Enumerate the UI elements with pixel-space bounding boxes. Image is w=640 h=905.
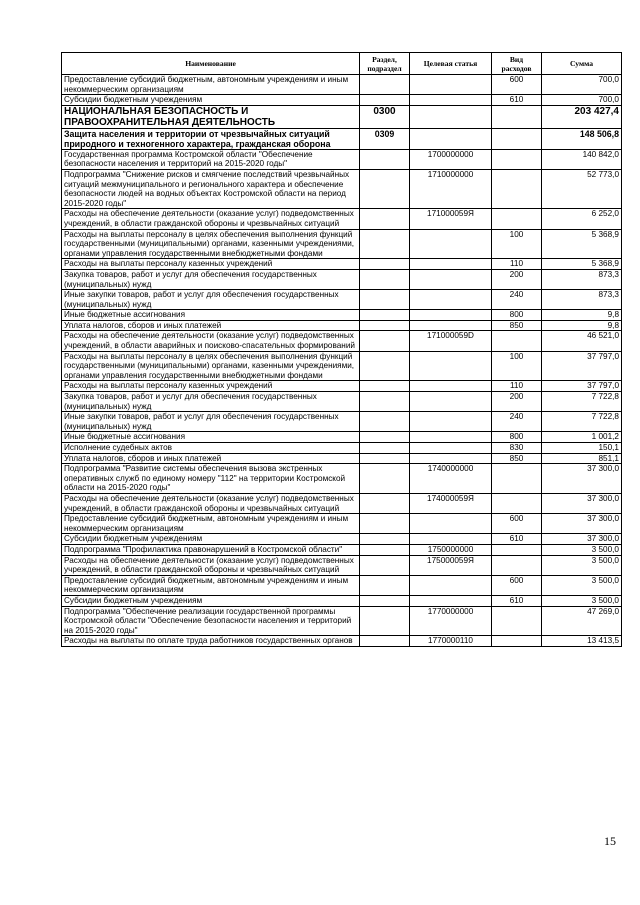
cell-section [360, 351, 410, 381]
cell-sum: 873,3 [542, 290, 622, 310]
cell-target: 1770000110 [410, 636, 492, 647]
cell-sum: 203 427,4 [542, 105, 622, 128]
cell-name: Иные бюджетные ассигнования [62, 432, 360, 443]
cell-section [360, 75, 410, 95]
cell-target [410, 290, 492, 310]
cell-sum: 6 252,0 [542, 209, 622, 229]
cell-section [360, 606, 410, 636]
cell-sum: 3 500,0 [542, 595, 622, 606]
cell-sum: 3 500,0 [542, 544, 622, 555]
cell-section [360, 575, 410, 595]
cell-target [410, 432, 492, 443]
header-name: Наименование [62, 53, 360, 75]
table-row [62, 464, 622, 494]
header-expense: Вид расходов [492, 53, 542, 75]
table-row [62, 75, 622, 95]
cell-target [410, 514, 492, 534]
cell-name: Расходы на обеспечение деятельности (оказание услуг) подведомственных учреждений, в области аварийных и поисково-спасательных формирований [62, 331, 360, 351]
cell-section [360, 555, 410, 575]
cell-target [410, 381, 492, 392]
cell-expense: 830 [492, 443, 542, 454]
cell-sum: 148 506,8 [542, 128, 622, 149]
cell-expense: 200 [492, 392, 542, 412]
cell-section [360, 290, 410, 310]
table-row [62, 443, 622, 454]
cell-section [360, 331, 410, 351]
cell-target: 174000059Я [410, 493, 492, 513]
cell-name: Иные закупки товаров, работ и услуг для обеспечения государственных (муниципальных) нужд [62, 290, 360, 310]
cell-expense: 600 [492, 575, 542, 595]
cell-name: Закупка товаров, работ и услуг для обеспечения государственных (муниципальных) нужд [62, 269, 360, 289]
table-row [62, 320, 622, 331]
cell-name: Подпрограмма "Профилактика правонарушений в Костромской области" [62, 544, 360, 555]
cell-section [360, 320, 410, 331]
cell-expense [492, 636, 542, 647]
cell-target: 171000059D [410, 331, 492, 351]
table-row [62, 636, 622, 647]
cell-expense: 800 [492, 310, 542, 321]
cell-target [410, 392, 492, 412]
cell-name: Закупка товаров, работ и услуг для обеспечения государственных (муниципальных) нужд [62, 392, 360, 412]
cell-target: 175000059Я [410, 555, 492, 575]
table-row [62, 606, 622, 636]
cell-section [360, 310, 410, 321]
cell-sum: 3 500,0 [542, 575, 622, 595]
cell-expense: 800 [492, 432, 542, 443]
cell-name: Подпрограмма "Снижение рисков и смягчение последствий чрезвычайных ситуаций межмуниципального и регионального характера и обеспечение безопасности людей на водных объектах Костромской области на период 2015-2020 годы" [62, 169, 360, 208]
cell-section [360, 269, 410, 289]
cell-section [360, 259, 410, 270]
cell-expense: 850 [492, 453, 542, 464]
table-row [62, 259, 622, 270]
table-row [62, 269, 622, 289]
cell-name: Расходы на обеспечение деятельности (оказание услуг) подведомственных учреждений, в области гражданской обороны и чрезвычайных ситуаций [62, 555, 360, 575]
cell-sum: 37 300,0 [542, 493, 622, 513]
cell-section [360, 381, 410, 392]
cell-target [410, 595, 492, 606]
cell-section [360, 95, 410, 106]
table-header-row [62, 53, 622, 75]
cell-target: 1770000000 [410, 606, 492, 636]
cell-target [410, 128, 492, 149]
cell-target [410, 351, 492, 381]
cell-name: Субсидии бюджетным учреждениям [62, 534, 360, 545]
cell-name: Государственная программа Костромской области "Обеспечение безопасности населения и территорий на 2015-2020 годы" [62, 149, 360, 169]
cell-expense: 100 [492, 229, 542, 259]
cell-expense: 600 [492, 514, 542, 534]
cell-name: Предоставление субсидий бюджетным, автономным учреждениям и иным некоммерческим организациям [62, 514, 360, 534]
cell-sum: 150,1 [542, 443, 622, 454]
cell-name: Иные бюджетные ассигнования [62, 310, 360, 321]
table-row [62, 128, 622, 149]
cell-section [360, 432, 410, 443]
table-row [62, 453, 622, 464]
cell-expense: 610 [492, 534, 542, 545]
cell-target [410, 269, 492, 289]
cell-name: Субсидии бюджетным учреждениям [62, 95, 360, 106]
table-row [62, 544, 622, 555]
cell-name: Расходы на выплаты персоналу в целях обеспечения выполнения функций государственными (муниципальными) органами, казенными учреждениями, органами управления государственными внебюджетными фондами [62, 229, 360, 259]
cell-sum: 13 413,5 [542, 636, 622, 647]
cell-name: Уплата налогов, сборов и иных платежей [62, 320, 360, 331]
cell-expense: 610 [492, 95, 542, 106]
cell-expense [492, 555, 542, 575]
table-row [62, 555, 622, 575]
cell-expense: 200 [492, 269, 542, 289]
page-number: 15 [604, 834, 616, 848]
cell-target [410, 95, 492, 106]
cell-sum: 1 001,2 [542, 432, 622, 443]
cell-expense [492, 493, 542, 513]
cell-section [360, 493, 410, 513]
cell-name: Расходы на выплаты персоналу казенных учреждений [62, 259, 360, 270]
cell-section: 0300 [360, 105, 410, 128]
cell-name: Предоставление субсидий бюджетным, автономным учреждениям и иным некоммерческим организациям [62, 75, 360, 95]
table-row [62, 169, 622, 208]
cell-target [410, 310, 492, 321]
cell-target [410, 575, 492, 595]
table-row [62, 95, 622, 106]
table-row [62, 493, 622, 513]
cell-sum: 7 722,8 [542, 412, 622, 432]
cell-name: Защита населения и территории от чрезвычайных ситуаций природного и техногенного характера, гражданская оборона [62, 128, 360, 149]
cell-expense [492, 209, 542, 229]
cell-section [360, 534, 410, 545]
cell-expense [492, 544, 542, 555]
cell-expense: 240 [492, 412, 542, 432]
cell-sum: 37 797,0 [542, 351, 622, 381]
table-body [62, 75, 622, 647]
cell-section [360, 443, 410, 454]
cell-target [410, 105, 492, 128]
table-row [62, 105, 622, 128]
cell-section: 0309 [360, 128, 410, 149]
cell-target [410, 259, 492, 270]
table-row [62, 229, 622, 259]
cell-name: Подпрограмма "Обеспечение реализации государственной программы Костромской области "Обеспечение безопасности населения и территорий на 2015-2020 годы" [62, 606, 360, 636]
cell-section [360, 595, 410, 606]
cell-name: Расходы на выплаты персоналу казенных учреждений [62, 381, 360, 392]
cell-target: 1700000000 [410, 149, 492, 169]
cell-sum: 700,0 [542, 75, 622, 95]
cell-section [360, 149, 410, 169]
cell-sum: 9,8 [542, 320, 622, 331]
cell-name: Исполнение судебных актов [62, 443, 360, 454]
cell-section [360, 464, 410, 494]
cell-sum: 140 842,0 [542, 149, 622, 169]
cell-name: Расходы на выплаты персоналу в целях обеспечения выполнения функций государственными (муниципальными) органами, казенными учреждениями, органами управления государственными внебюджетными фондами [62, 351, 360, 381]
cell-section [360, 229, 410, 259]
table-row [62, 412, 622, 432]
cell-name: Предоставление субсидий бюджетным, автономным учреждениям и иным некоммерческим организациям [62, 575, 360, 595]
cell-sum: 5 368,9 [542, 229, 622, 259]
cell-section [360, 392, 410, 412]
cell-expense: 850 [492, 320, 542, 331]
cell-name: Расходы на выплаты по оплате труда работников государственных органов [62, 636, 360, 647]
cell-section [360, 636, 410, 647]
cell-sum: 46 521,0 [542, 331, 622, 351]
cell-sum: 37 797,0 [542, 381, 622, 392]
header-section: Раздел, подраздел [360, 53, 410, 75]
cell-target [410, 443, 492, 454]
cell-sum: 851,1 [542, 453, 622, 464]
cell-expense [492, 464, 542, 494]
cell-section [360, 209, 410, 229]
cell-section [360, 169, 410, 208]
cell-section [360, 412, 410, 432]
cell-target [410, 320, 492, 331]
cell-section [360, 514, 410, 534]
table-row [62, 381, 622, 392]
header-target: Целевая статья [410, 53, 492, 75]
cell-sum: 700,0 [542, 95, 622, 106]
cell-target [410, 534, 492, 545]
table-row [62, 351, 622, 381]
cell-target [410, 229, 492, 259]
table-row [62, 392, 622, 412]
cell-expense [492, 331, 542, 351]
cell-sum: 37 300,0 [542, 514, 622, 534]
cell-target [410, 412, 492, 432]
cell-name: Уплата налогов, сборов и иных платежей [62, 453, 360, 464]
cell-expense [492, 149, 542, 169]
cell-expense: 600 [492, 75, 542, 95]
cell-expense: 110 [492, 381, 542, 392]
budget-table [61, 52, 622, 647]
cell-section [360, 544, 410, 555]
table-row [62, 310, 622, 321]
table-row [62, 149, 622, 169]
cell-expense: 100 [492, 351, 542, 381]
table-row [62, 331, 622, 351]
cell-section [360, 453, 410, 464]
cell-sum: 7 722,8 [542, 392, 622, 412]
table-row [62, 534, 622, 545]
cell-target [410, 75, 492, 95]
cell-sum: 47 269,0 [542, 606, 622, 636]
header-sum: Сумма [542, 53, 622, 75]
cell-name: Расходы на обеспечение деятельности (оказание услуг) подведомственных учреждений, в области гражданской обороны и чрезвычайных ситуаций [62, 493, 360, 513]
cell-name: Субсидии бюджетным учреждениям [62, 595, 360, 606]
cell-target [410, 453, 492, 464]
cell-expense: 240 [492, 290, 542, 310]
table-row [62, 575, 622, 595]
cell-expense [492, 128, 542, 149]
cell-sum: 37 300,0 [542, 534, 622, 545]
cell-target: 1750000000 [410, 544, 492, 555]
cell-target: 1710000000 [410, 169, 492, 208]
cell-sum: 3 500,0 [542, 555, 622, 575]
cell-target: 171000059Я [410, 209, 492, 229]
cell-expense [492, 105, 542, 128]
cell-name: Иные закупки товаров, работ и услуг для обеспечения государственных (муниципальных) нужд [62, 412, 360, 432]
cell-name: Расходы на обеспечение деятельности (оказание услуг) подведомственных учреждений, в области гражданской обороны и чрезвычайных ситуаций [62, 209, 360, 229]
table-row [62, 595, 622, 606]
table-row [62, 209, 622, 229]
cell-sum: 52 773,0 [542, 169, 622, 208]
cell-target: 1740000000 [410, 464, 492, 494]
table-row [62, 290, 622, 310]
cell-sum: 5 368,9 [542, 259, 622, 270]
cell-sum: 37 300,0 [542, 464, 622, 494]
table-row [62, 432, 622, 443]
cell-sum: 9,8 [542, 310, 622, 321]
cell-name: НАЦИОНАЛЬНАЯ БЕЗОПАСНОСТЬ И ПРАВООХРАНИТЕЛЬНАЯ ДЕЯТЕЛЬНОСТЬ [62, 105, 360, 128]
cell-expense [492, 606, 542, 636]
cell-expense: 110 [492, 259, 542, 270]
cell-expense: 610 [492, 595, 542, 606]
cell-sum: 873,3 [542, 269, 622, 289]
cell-expense [492, 169, 542, 208]
table-row [62, 514, 622, 534]
cell-name: Подпрограмма "Развитие системы обеспечения вызова экстренных оперативных служб по единому номеру "112" на территории Костромской области на 2015-2020 годы" [62, 464, 360, 494]
